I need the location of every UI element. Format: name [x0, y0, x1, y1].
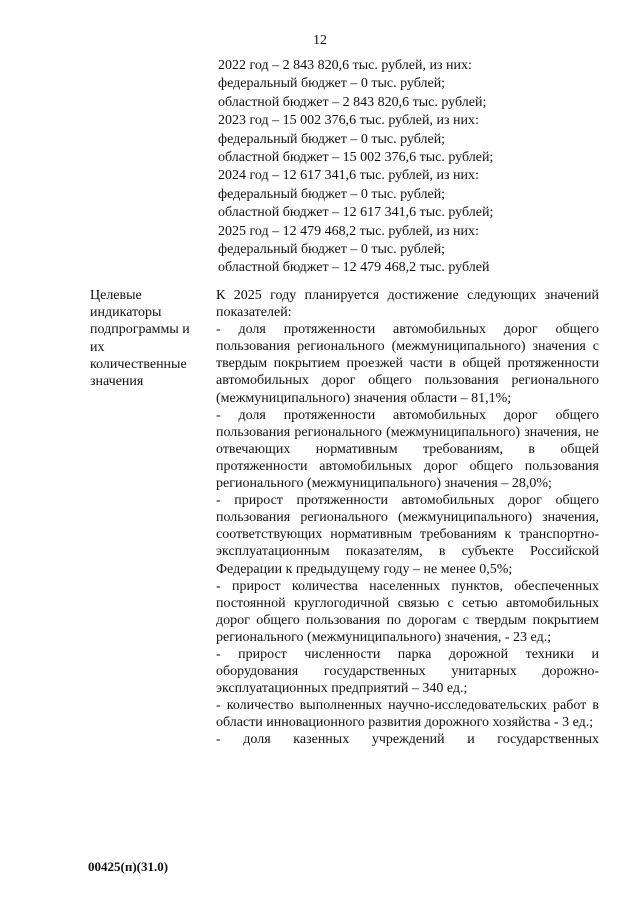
indicator-item: - доля казенных учреждений и государственных	[216, 732, 599, 748]
funding-line: 2023 год – 15 002 376,6 тыс. рублей, из них:	[218, 113, 479, 129]
funding-line: 2025 год – 12 479 468,2 тыс. рублей, из них:	[218, 223, 479, 239]
funding-line: областной бюджет – 2 843 820,6 тыс. рублей;	[218, 94, 487, 110]
funding-breakdown	[218, 57, 598, 278]
funding-line: 2022 год – 2 843 820,6 тыс. рублей, из них:	[218, 58, 472, 73]
funding-line: федеральный бюджет – 0 тыс. рублей;	[218, 131, 446, 147]
funding-line: 2024 год – 12 617 341,6 тыс. рублей, из них:	[218, 168, 479, 184]
funding-line: федеральный бюджет – 0 тыс. рублей;	[218, 76, 446, 92]
document-code: 00425(п)(31.0)	[88, 859, 169, 874]
funding-line: областной бюджет – 15 002 376,6 тыс. рублей;	[218, 150, 494, 166]
funding-line: областной бюджет – 12 617 341,6 тыс. рублей;	[218, 205, 494, 221]
indicator-item: - доля протяженности автомобильных дорог общего пользования регионального (межмуниципального) значения с твердым покрытием проезжей части в общей протяженности автомобильных дорог общего пользования регионального (межмуниципального) значения области – 81,1%;	[216, 322, 599, 406]
page-number: 12	[313, 33, 327, 48]
indicator-item: - прирост численности парка дорожной техники и оборудования государственных унитарных дорожно-эксплуатационных предприятий – 340 ед.;	[216, 646, 599, 697]
indicators-body	[216, 287, 599, 749]
indicator-item: - прирост количества населенных пунктов, обеспеченных постоянной круглогодичной связью с сетью автомобильных дорог общего пользования по дорогам с твердым покрытием регионального (межмуниципального) значения, - 23 ед.;	[216, 578, 599, 645]
indicator-item: - доля протяженности автомобильных дорог общего пользования регионального (межмуниципального) значения, не отвечающих нормативным требованиям, в общей протяженности автомобильных дорог общего пользования регионального (межмуниципального) значения – 28,0%;	[216, 407, 599, 492]
funding-line: федеральный бюджет – 0 тыс. рублей;	[218, 242, 446, 258]
funding-line: федеральный бюджет – 0 тыс. рублей;	[218, 186, 446, 202]
indicators-label: Целевые индикаторы подпрограммы и их количественные значения	[90, 288, 190, 390]
indicators-intro: К 2025 году планируется достижение следующих значений показателей:	[216, 288, 599, 321]
indicator-item: - количество выполненных научно-исследовательских работ в области инновационного развития дорожного хозяйства - 3 ед.;	[216, 698, 599, 731]
indicator-item: - прирост протяженности автомобильных дорог общего пользования регионального (межмуниципального) значения, соответствующих нормативным требованиям к транспортно-эксплуатационным показателям, в субъекте Российской Федерации к предыдущему году – не менее 0,5%;	[216, 493, 599, 577]
funding-line: областной бюджет – 12 479 468,2 тыс. рублей	[218, 260, 490, 276]
